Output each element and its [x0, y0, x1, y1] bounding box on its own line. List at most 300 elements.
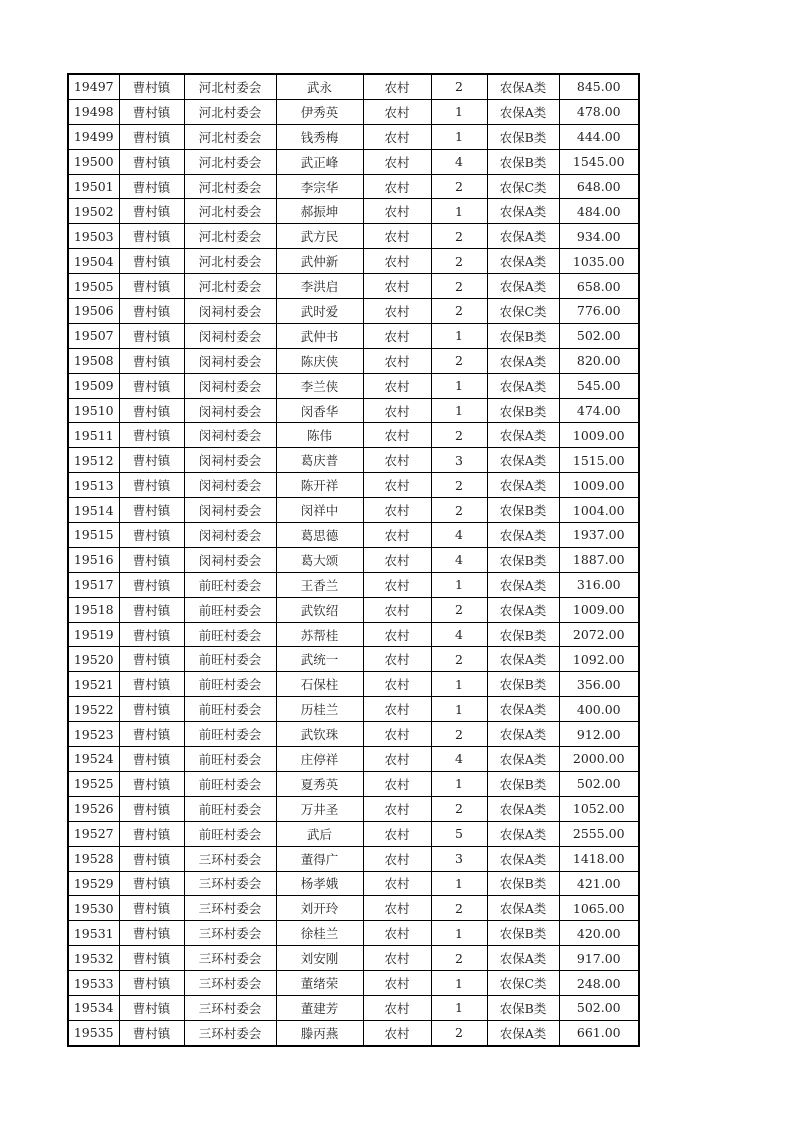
member-count-cell: 1 [431, 99, 487, 124]
household-type-cell: 农村 [363, 995, 431, 1020]
insurance-category-cell: 农保A类 [487, 423, 559, 448]
name-cell: 闵祥中 [276, 498, 363, 523]
record-id-cell: 19505 [68, 274, 119, 299]
town-cell: 曹村镇 [119, 672, 184, 697]
amount-cell: 661.00 [559, 1020, 639, 1045]
name-cell: 陈开祥 [276, 473, 363, 498]
table-row [68, 547, 639, 572]
town-cell: 曹村镇 [119, 99, 184, 124]
name-cell: 郝振坤 [276, 199, 363, 224]
name-cell: 苏帮桂 [276, 622, 363, 647]
record-id-cell: 19523 [68, 722, 119, 747]
household-type-cell: 农村 [363, 448, 431, 473]
village-committee-cell: 前旺村委会 [184, 622, 276, 647]
amount-cell: 444.00 [559, 124, 639, 149]
member-count-cell: 1 [431, 995, 487, 1020]
name-cell: 伊秀英 [276, 99, 363, 124]
village-committee-cell: 闵祠村委会 [184, 348, 276, 373]
record-id-cell: 19518 [68, 597, 119, 622]
name-cell: 万井圣 [276, 796, 363, 821]
amount-cell: 1004.00 [559, 498, 639, 523]
village-committee-cell: 闵祠村委会 [184, 373, 276, 398]
town-cell: 曹村镇 [119, 74, 184, 99]
town-cell: 曹村镇 [119, 597, 184, 622]
record-id-cell: 19530 [68, 896, 119, 921]
insurance-category-cell: 农保A类 [487, 747, 559, 772]
name-cell: 葛思德 [276, 523, 363, 548]
insurance-category-cell: 农保B类 [487, 498, 559, 523]
member-count-cell: 2 [431, 896, 487, 921]
insurance-category-cell: 农保B类 [487, 771, 559, 796]
table-row [68, 299, 639, 324]
household-type-cell: 农村 [363, 99, 431, 124]
amount-cell: 2555.00 [559, 821, 639, 846]
amount-cell: 934.00 [559, 224, 639, 249]
member-count-cell: 1 [431, 672, 487, 697]
household-type-cell: 农村 [363, 821, 431, 846]
household-type-cell: 农村 [363, 697, 431, 722]
insurance-category-cell: 农保C类 [487, 299, 559, 324]
town-cell: 曹村镇 [119, 647, 184, 672]
table-row [68, 523, 639, 548]
town-cell: 曹村镇 [119, 747, 184, 772]
table-row [68, 846, 639, 871]
insurance-category-cell: 农保A类 [487, 373, 559, 398]
insurance-category-cell: 农保A类 [487, 846, 559, 871]
name-cell: 陈伟 [276, 423, 363, 448]
village-committee-cell: 河北村委会 [184, 249, 276, 274]
household-type-cell: 农村 [363, 722, 431, 747]
household-type-cell: 农村 [363, 74, 431, 99]
household-type-cell: 农村 [363, 149, 431, 174]
amount-cell: 478.00 [559, 99, 639, 124]
record-id-cell: 19511 [68, 423, 119, 448]
record-id-cell: 19503 [68, 224, 119, 249]
record-id-cell: 19509 [68, 373, 119, 398]
household-type-cell: 农村 [363, 274, 431, 299]
record-id-cell: 19527 [68, 821, 119, 846]
household-type-cell: 农村 [363, 124, 431, 149]
village-committee-cell: 三环村委会 [184, 946, 276, 971]
insurance-category-cell: 农保A类 [487, 448, 559, 473]
town-cell: 曹村镇 [119, 846, 184, 871]
record-id-cell: 19531 [68, 921, 119, 946]
amount-cell: 248.00 [559, 971, 639, 996]
village-committee-cell: 三环村委会 [184, 995, 276, 1020]
town-cell: 曹村镇 [119, 995, 184, 1020]
amount-cell: 2072.00 [559, 622, 639, 647]
name-cell: 历桂兰 [276, 697, 363, 722]
insurance-category-cell: 农保A类 [487, 473, 559, 498]
insurance-category-cell: 农保A类 [487, 796, 559, 821]
village-committee-cell: 三环村委会 [184, 896, 276, 921]
village-committee-cell: 闵祠村委会 [184, 323, 276, 348]
member-count-cell: 1 [431, 199, 487, 224]
table-row [68, 498, 639, 523]
name-cell: 武永 [276, 74, 363, 99]
amount-cell: 1065.00 [559, 896, 639, 921]
table-row [68, 74, 639, 99]
table-row [68, 647, 639, 672]
household-type-cell: 农村 [363, 647, 431, 672]
table-row [68, 448, 639, 473]
member-count-cell: 2 [431, 1020, 487, 1045]
table-row [68, 971, 639, 996]
member-count-cell: 2 [431, 174, 487, 199]
name-cell: 徐桂兰 [276, 921, 363, 946]
town-cell: 曹村镇 [119, 498, 184, 523]
record-id-cell: 19528 [68, 846, 119, 871]
amount-cell: 316.00 [559, 572, 639, 597]
record-id-cell: 19500 [68, 149, 119, 174]
village-committee-cell: 闵祠村委会 [184, 498, 276, 523]
table-row [68, 473, 639, 498]
town-cell: 曹村镇 [119, 547, 184, 572]
amount-cell: 1092.00 [559, 647, 639, 672]
member-count-cell: 5 [431, 821, 487, 846]
insurance-category-cell: 农保A类 [487, 896, 559, 921]
record-id-cell: 19521 [68, 672, 119, 697]
records-table [67, 73, 640, 1047]
insurance-category-cell: 农保A类 [487, 722, 559, 747]
village-committee-cell: 三环村委会 [184, 871, 276, 896]
amount-cell: 845.00 [559, 74, 639, 99]
record-id-cell: 19497 [68, 74, 119, 99]
village-committee-cell: 河北村委会 [184, 224, 276, 249]
village-committee-cell: 前旺村委会 [184, 821, 276, 846]
insurance-category-cell: 农保A类 [487, 697, 559, 722]
household-type-cell: 农村 [363, 174, 431, 199]
record-id-cell: 19515 [68, 523, 119, 548]
amount-cell: 1545.00 [559, 149, 639, 174]
record-id-cell: 19504 [68, 249, 119, 274]
household-type-cell: 农村 [363, 473, 431, 498]
household-type-cell: 农村 [363, 249, 431, 274]
household-type-cell: 农村 [363, 323, 431, 348]
member-count-cell: 1 [431, 398, 487, 423]
village-committee-cell: 闵祠村委会 [184, 448, 276, 473]
name-cell: 葛庆普 [276, 448, 363, 473]
town-cell: 曹村镇 [119, 622, 184, 647]
village-committee-cell: 河北村委会 [184, 274, 276, 299]
amount-cell: 1937.00 [559, 523, 639, 548]
insurance-category-cell: 农保A类 [487, 99, 559, 124]
town-cell: 曹村镇 [119, 871, 184, 896]
record-id-cell: 19499 [68, 124, 119, 149]
name-cell: 武仲书 [276, 323, 363, 348]
table-row [68, 1020, 639, 1045]
household-type-cell: 农村 [363, 1020, 431, 1045]
insurance-category-cell: 农保A类 [487, 348, 559, 373]
village-committee-cell: 河北村委会 [184, 174, 276, 199]
town-cell: 曹村镇 [119, 1020, 184, 1045]
household-type-cell: 农村 [363, 523, 431, 548]
village-committee-cell: 三环村委会 [184, 846, 276, 871]
table-row [68, 921, 639, 946]
member-count-cell: 2 [431, 722, 487, 747]
household-type-cell: 农村 [363, 672, 431, 697]
name-cell: 刘安刚 [276, 946, 363, 971]
amount-cell: 484.00 [559, 199, 639, 224]
member-count-cell: 1 [431, 921, 487, 946]
table-row [68, 224, 639, 249]
table-row [68, 124, 639, 149]
insurance-category-cell: 农保A类 [487, 597, 559, 622]
insurance-category-cell: 农保B类 [487, 622, 559, 647]
village-committee-cell: 前旺村委会 [184, 672, 276, 697]
insurance-category-cell: 农保B类 [487, 995, 559, 1020]
record-id-cell: 19534 [68, 995, 119, 1020]
village-committee-cell: 河北村委会 [184, 124, 276, 149]
name-cell: 钱秀梅 [276, 124, 363, 149]
amount-cell: 545.00 [559, 373, 639, 398]
insurance-category-cell: 农保B类 [487, 323, 559, 348]
town-cell: 曹村镇 [119, 299, 184, 324]
town-cell: 曹村镇 [119, 821, 184, 846]
record-id-cell: 19522 [68, 697, 119, 722]
amount-cell: 1009.00 [559, 473, 639, 498]
town-cell: 曹村镇 [119, 149, 184, 174]
amount-cell: 356.00 [559, 672, 639, 697]
town-cell: 曹村镇 [119, 697, 184, 722]
village-committee-cell: 前旺村委会 [184, 597, 276, 622]
name-cell: 李洪启 [276, 274, 363, 299]
insurance-category-cell: 农保A类 [487, 946, 559, 971]
name-cell: 杨孝娥 [276, 871, 363, 896]
member-count-cell: 2 [431, 498, 487, 523]
household-type-cell: 农村 [363, 373, 431, 398]
member-count-cell: 1 [431, 124, 487, 149]
name-cell: 葛大颂 [276, 547, 363, 572]
amount-cell: 502.00 [559, 771, 639, 796]
town-cell: 曹村镇 [119, 274, 184, 299]
village-committee-cell: 河北村委会 [184, 99, 276, 124]
town-cell: 曹村镇 [119, 572, 184, 597]
town-cell: 曹村镇 [119, 124, 184, 149]
name-cell: 武钦珠 [276, 722, 363, 747]
record-id-cell: 19512 [68, 448, 119, 473]
household-type-cell: 农村 [363, 622, 431, 647]
village-committee-cell: 闵祠村委会 [184, 473, 276, 498]
member-count-cell: 2 [431, 348, 487, 373]
household-type-cell: 农村 [363, 971, 431, 996]
member-count-cell: 3 [431, 448, 487, 473]
table-row [68, 249, 639, 274]
name-cell: 董建芳 [276, 995, 363, 1020]
member-count-cell: 3 [431, 846, 487, 871]
town-cell: 曹村镇 [119, 199, 184, 224]
household-type-cell: 农村 [363, 796, 431, 821]
household-type-cell: 农村 [363, 747, 431, 772]
member-count-cell: 4 [431, 149, 487, 174]
table-row [68, 771, 639, 796]
household-type-cell: 农村 [363, 199, 431, 224]
village-committee-cell: 前旺村委会 [184, 697, 276, 722]
record-id-cell: 19517 [68, 572, 119, 597]
table-row [68, 597, 639, 622]
table-body [68, 74, 639, 1046]
amount-cell: 474.00 [559, 398, 639, 423]
insurance-category-cell: 农保B类 [487, 921, 559, 946]
record-id-cell: 19502 [68, 199, 119, 224]
table-row [68, 747, 639, 772]
amount-cell: 658.00 [559, 274, 639, 299]
town-cell: 曹村镇 [119, 896, 184, 921]
amount-cell: 912.00 [559, 722, 639, 747]
village-committee-cell: 前旺村委会 [184, 747, 276, 772]
household-type-cell: 农村 [363, 946, 431, 971]
member-count-cell: 1 [431, 373, 487, 398]
village-committee-cell: 三环村委会 [184, 1020, 276, 1045]
insurance-category-cell: 农保A类 [487, 523, 559, 548]
amount-cell: 421.00 [559, 871, 639, 896]
village-committee-cell: 河北村委会 [184, 74, 276, 99]
record-id-cell: 19533 [68, 971, 119, 996]
table-row [68, 398, 639, 423]
name-cell: 武钦绍 [276, 597, 363, 622]
record-id-cell: 19507 [68, 323, 119, 348]
amount-cell: 502.00 [559, 995, 639, 1020]
member-count-cell: 4 [431, 523, 487, 548]
household-type-cell: 农村 [363, 224, 431, 249]
name-cell: 滕丙燕 [276, 1020, 363, 1045]
name-cell: 李兰侠 [276, 373, 363, 398]
name-cell: 庄停祥 [276, 747, 363, 772]
town-cell: 曹村镇 [119, 448, 184, 473]
town-cell: 曹村镇 [119, 523, 184, 548]
insurance-category-cell: 农保C类 [487, 174, 559, 199]
village-committee-cell: 前旺村委会 [184, 572, 276, 597]
table-row [68, 622, 639, 647]
name-cell: 王香兰 [276, 572, 363, 597]
table-row [68, 348, 639, 373]
table-row [68, 149, 639, 174]
household-type-cell: 农村 [363, 423, 431, 448]
town-cell: 曹村镇 [119, 473, 184, 498]
amount-cell: 1035.00 [559, 249, 639, 274]
insurance-category-cell: 农保B类 [487, 672, 559, 697]
member-count-cell: 2 [431, 249, 487, 274]
household-type-cell: 农村 [363, 896, 431, 921]
amount-cell: 776.00 [559, 299, 639, 324]
village-committee-cell: 前旺村委会 [184, 647, 276, 672]
village-committee-cell: 闵祠村委会 [184, 423, 276, 448]
town-cell: 曹村镇 [119, 323, 184, 348]
village-committee-cell: 闵祠村委会 [184, 299, 276, 324]
name-cell: 陈庆侠 [276, 348, 363, 373]
member-count-cell: 1 [431, 871, 487, 896]
village-committee-cell: 三环村委会 [184, 921, 276, 946]
name-cell: 李宗华 [276, 174, 363, 199]
table-row [68, 423, 639, 448]
table-row [68, 174, 639, 199]
record-id-cell: 19498 [68, 99, 119, 124]
record-id-cell: 19524 [68, 747, 119, 772]
amount-cell: 400.00 [559, 697, 639, 722]
insurance-category-cell: 农保A类 [487, 572, 559, 597]
insurance-category-cell: 农保A类 [487, 199, 559, 224]
town-cell: 曹村镇 [119, 722, 184, 747]
record-id-cell: 19519 [68, 622, 119, 647]
household-type-cell: 农村 [363, 348, 431, 373]
amount-cell: 1515.00 [559, 448, 639, 473]
household-type-cell: 农村 [363, 299, 431, 324]
name-cell: 武正峰 [276, 149, 363, 174]
insurance-category-cell: 农保A类 [487, 249, 559, 274]
town-cell: 曹村镇 [119, 249, 184, 274]
name-cell: 闵香华 [276, 398, 363, 423]
table-row [68, 796, 639, 821]
table-row [68, 722, 639, 747]
insurance-category-cell: 农保A类 [487, 224, 559, 249]
village-committee-cell: 河北村委会 [184, 149, 276, 174]
name-cell: 石保柱 [276, 672, 363, 697]
table-row [68, 946, 639, 971]
household-type-cell: 农村 [363, 572, 431, 597]
member-count-cell: 2 [431, 299, 487, 324]
amount-cell: 1418.00 [559, 846, 639, 871]
member-count-cell: 2 [431, 597, 487, 622]
record-id-cell: 19506 [68, 299, 119, 324]
member-count-cell: 1 [431, 323, 487, 348]
member-count-cell: 2 [431, 224, 487, 249]
member-count-cell: 2 [431, 647, 487, 672]
insurance-category-cell: 农保B类 [487, 398, 559, 423]
insurance-category-cell: 农保B类 [487, 124, 559, 149]
table-row [68, 896, 639, 921]
name-cell: 武方民 [276, 224, 363, 249]
insurance-category-cell: 农保C类 [487, 971, 559, 996]
member-count-cell: 4 [431, 747, 487, 772]
amount-cell: 2000.00 [559, 747, 639, 772]
town-cell: 曹村镇 [119, 921, 184, 946]
name-cell: 武统一 [276, 647, 363, 672]
town-cell: 曹村镇 [119, 796, 184, 821]
table-row [68, 871, 639, 896]
table-row [68, 821, 639, 846]
record-id-cell: 19501 [68, 174, 119, 199]
amount-cell: 1887.00 [559, 547, 639, 572]
name-cell: 董绪荣 [276, 971, 363, 996]
record-id-cell: 19520 [68, 647, 119, 672]
amount-cell: 502.00 [559, 323, 639, 348]
amount-cell: 820.00 [559, 348, 639, 373]
member-count-cell: 1 [431, 572, 487, 597]
village-committee-cell: 闵祠村委会 [184, 523, 276, 548]
record-id-cell: 19514 [68, 498, 119, 523]
amount-cell: 1052.00 [559, 796, 639, 821]
insurance-category-cell: 农保A类 [487, 647, 559, 672]
village-committee-cell: 前旺村委会 [184, 722, 276, 747]
name-cell: 武时爱 [276, 299, 363, 324]
member-count-cell: 4 [431, 622, 487, 647]
household-type-cell: 农村 [363, 921, 431, 946]
record-id-cell: 19535 [68, 1020, 119, 1045]
village-committee-cell: 三环村委会 [184, 971, 276, 996]
town-cell: 曹村镇 [119, 224, 184, 249]
household-type-cell: 农村 [363, 871, 431, 896]
household-type-cell: 农村 [363, 547, 431, 572]
amount-cell: 648.00 [559, 174, 639, 199]
insurance-category-cell: 农保A类 [487, 74, 559, 99]
table-row [68, 995, 639, 1020]
insurance-category-cell: 农保B类 [487, 149, 559, 174]
town-cell: 曹村镇 [119, 423, 184, 448]
record-id-cell: 19529 [68, 871, 119, 896]
name-cell: 武后 [276, 821, 363, 846]
insurance-category-cell: 农保B类 [487, 547, 559, 572]
record-id-cell: 19525 [68, 771, 119, 796]
